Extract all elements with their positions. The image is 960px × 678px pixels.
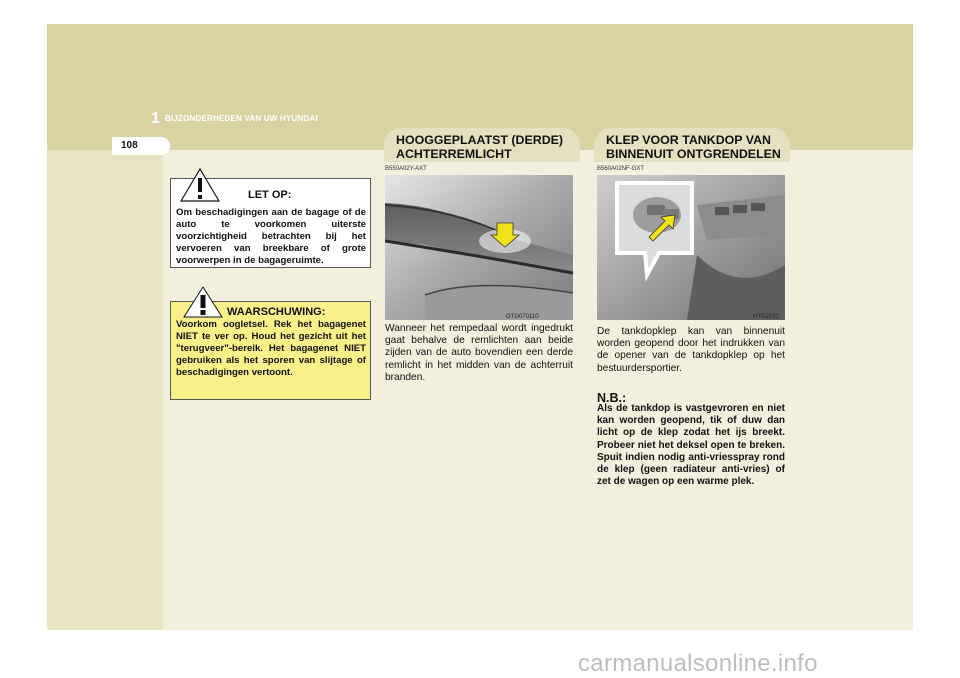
caution-triangle-icon [179, 167, 221, 203]
warning-box [170, 301, 371, 400]
fuel-door-header [594, 128, 790, 162]
fuel-door-title-line2: BINNENUIT ONTGRENDELEN [606, 147, 781, 161]
fuel-door-title-line1: KLEP VOOR TANKDOP VAN [606, 133, 771, 147]
fuel-door-title [606, 133, 781, 161]
warning-triangle-icon [183, 286, 223, 318]
caution-title: LET OP: [248, 189, 292, 201]
left-margin-strip [47, 150, 163, 630]
brake-light-photo [385, 175, 573, 320]
caution-box [170, 178, 371, 268]
fuel-door-code: B560A02NF-GXT [597, 166, 645, 172]
note-title: N.B.: [597, 391, 627, 405]
brake-light-header [384, 128, 580, 162]
brake-light-title [396, 133, 563, 161]
fuel-door-body: De tankdopklep kan van binnenuit worden geopend door het indrukken van de opener van de tankdopklep op het bestuurdersportier. [597, 326, 785, 374]
fuel-door-image-label: HTG2022 [753, 314, 780, 320]
brake-light-code: B550A02Y-AXT [385, 166, 427, 172]
brake-light-image-label: OTG070110 [506, 314, 539, 320]
brake-light-title-line2: ACHTERREMLICHT [396, 147, 512, 161]
chapter-number: 1 [151, 110, 160, 127]
brake-light-title-line1: HOOGGEPLAATST (DERDE) [396, 133, 564, 147]
fuel-door-photo [597, 175, 785, 320]
warning-title: WAARSCHUWING: [227, 306, 326, 318]
watermark: carmanualsonline.info [578, 650, 818, 677]
caution-text: Om beschadigingen aan de bagage of de auto te voorkomen uiterste voorzichtigheid betrachten bij het vervoeren van breekbare of grote voorwerpen in de bagageruimte. [176, 207, 366, 266]
page-number: 108 [121, 140, 138, 151]
brake-light-body: Wanneer het rempedaal wordt ingedrukt gaat behalve de remlichten aan beide zijden van de auto bovendien een derde remlicht in het midden van de achterruit branden. [385, 323, 573, 383]
chapter-title: BIJZONDERHEDEN VAN UW HYUNDAI [165, 114, 318, 123]
warning-text: Voorkom oogletsel. Rek het bagagenet NIET te ver op. Houd het gezicht uit het "terugveer"-bereik. Het bagagenet NIET gebruiken als het sporen van slijtage of beschadigingen vertoont. [176, 319, 366, 378]
note-text: Als de tankdop is vastgevroren en niet kan worden geopend, tik of duw dan licht op de klep zodat het ijs breekt. Probeer niet het deksel open te breken. Spuit indien nodig anti-vriesspray rond de klep (geen radiateur anti-vries) of zet de wagen op een warme plek. [597, 403, 785, 488]
